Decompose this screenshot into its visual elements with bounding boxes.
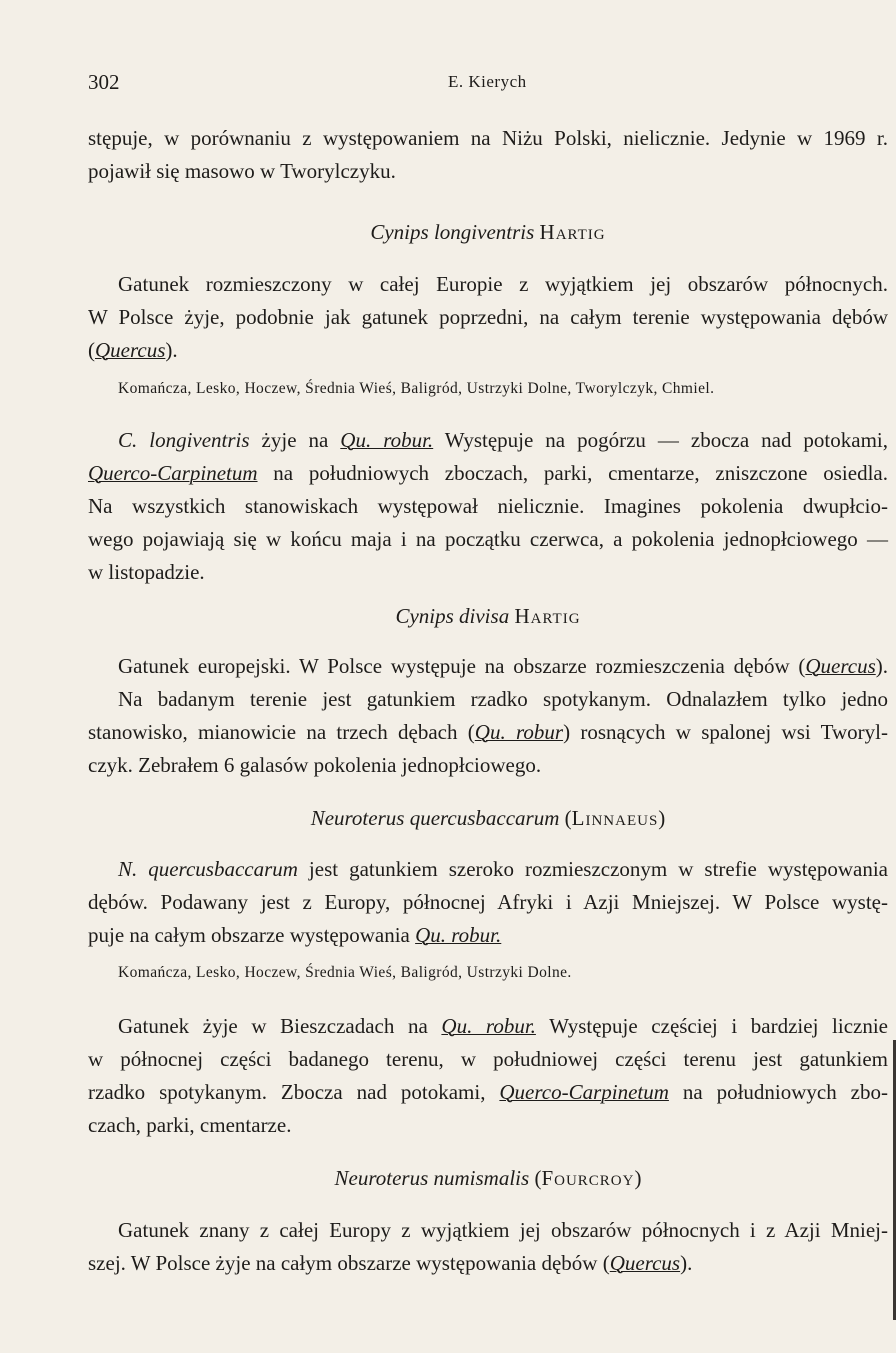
species-name: numismalis (433, 1166, 530, 1190)
species-heading (88, 604, 888, 629)
species-name: longiventris (433, 220, 535, 244)
page-number: 302 (88, 70, 120, 94)
paragraph-distribution (88, 853, 888, 952)
genus-name: Neuroterus (334, 1166, 429, 1190)
text-line: w północnej części badanego terenu, w południowej części terenu jest gatunkiem (88, 1047, 888, 1071)
paragraph-distribution (88, 1214, 888, 1280)
paragraph-distribution (88, 650, 888, 782)
localities-list: Komańcza, Lesko, Hoczew, Średnia Wieś, Baligród, Ustrzyki Dolne. (118, 964, 572, 981)
text-line: C. longiventris żyje na Qu. robur. Występuje na pogórzu — zbocza nad potokami, (118, 428, 888, 452)
text-line: pojawił się masowo w Tworylczyku. (88, 159, 396, 183)
paragraph-distribution (88, 268, 888, 367)
text-line: Gatunek europejski. W Polsce występuje na obszarze rozmieszczenia dębów (Quercus). (118, 654, 888, 678)
text-line: czach, parki, cmentarze. (88, 1113, 292, 1137)
species-name: divisa (459, 604, 510, 628)
species-heading: Neuroterus quercusbaccarum (Linnaeus) (310, 806, 666, 830)
text-line: W Polsce żyje, podobnie jak gatunek poprzedni, na całym terenie występowania dębów (88, 305, 888, 329)
page-header (88, 70, 888, 98)
text-line: wego pojawiają się w końcu maja i na początku czerwca, a pokolenia jednopłciowego — (88, 527, 888, 551)
text-line: Na badanym terenie jest gatunkiem rzadko spotykanym. Odnalazłem tylko jedno (118, 687, 888, 711)
localities-list: Komańcza, Lesko, Hoczew, Średnia Wieś, Baligród, Ustrzyki Dolne, Tworylczyk, Chmiel. (118, 380, 715, 397)
genus-name: Cynips (395, 604, 454, 628)
host-name: Qu. robur (474, 720, 564, 744)
running-head: E. Kierych (448, 72, 527, 91)
paragraph-continuation (88, 122, 888, 188)
species-heading: Neuroterus numismalis (Fourcroy) (334, 1166, 642, 1190)
text-line: czyk. Zebrałem 6 galasów pokolenia jednopłciowego. (88, 753, 542, 777)
paragraph-biology (88, 424, 888, 589)
text-line: Gatunek rozmieszczony w całej Europie z wyjątkiem jej obszarów północnych. (118, 272, 888, 296)
species-name: quercusbaccarum (409, 806, 560, 830)
taxon-name: C. longiventris (118, 428, 250, 452)
author-name: Fourcroy (541, 1166, 635, 1190)
text-line: stępuje, w porównaniu z występowaniem na Niżu Polski, nielicznie. Jedynie w 1969 r. (88, 126, 888, 150)
taxon-name: Quercus (95, 338, 166, 362)
text-line: Gatunek znany z całej Europy z wyjątkiem jej obszarów północnych i z Azji Mniej- (118, 1218, 888, 1242)
paragraph-biology (88, 1010, 888, 1142)
text-line: rzadko spotykanym. Zbocza nad potokami, Querco-Carpinetum na południowych zbo- (88, 1080, 889, 1104)
plant-association: Querco-Carpinetum (499, 1080, 669, 1104)
host-name: Qu. robur. (340, 428, 434, 452)
genus-name: Cynips (370, 220, 429, 244)
author-name: Hartig (514, 604, 581, 628)
taxon-name: Quercus (805, 654, 876, 678)
plant-association: Querco-Carpinetum (88, 461, 258, 485)
text-line: dębów. Podawany jest z Europy, północnej Afryki i Azji Mniejszej. W Polsce wystę- (88, 890, 888, 914)
host-name: Qu. robur. (441, 1014, 536, 1038)
text-line: puje na całym obszarze występowania Qu. robur. (88, 923, 502, 947)
text-line: Querco-Carpinetum na południowych zboczach, parki, cmentarze, zniszczone osiedla. (88, 461, 888, 485)
text-line: stanowisko, mianowicie na trzech dębach (Qu. robur) rosnących w spalonej wsi Tworyl- (88, 720, 888, 744)
text-line: w listopadzie. (88, 560, 205, 584)
author-name: Hartig (539, 220, 606, 244)
genus-name: Neuroterus (310, 806, 405, 830)
text-line: N. quercusbaccarum jest gatunkiem szeroko rozmieszczonym w strefie występowania (118, 857, 888, 881)
taxon-name: Quercus (609, 1251, 681, 1275)
text-line: (Quercus). (88, 338, 178, 362)
author-name: Linnaeus (571, 806, 659, 830)
text-line: szej. W Polsce żyje na całym obszarze występowania dębów (Quercus). (88, 1251, 693, 1275)
text-line: Gatunek żyje w Bieszczadach na Qu. robur. Występuje częściej i bardziej licznie (118, 1014, 888, 1038)
taxon-name: N. quercusbaccarum (118, 857, 298, 881)
species-heading (88, 220, 888, 245)
host-name: Qu. robur. (415, 923, 502, 947)
text-line: Na wszystkich stanowiskach występował nielicznie. Imagines pokolenia dwupłcio- (88, 494, 888, 518)
